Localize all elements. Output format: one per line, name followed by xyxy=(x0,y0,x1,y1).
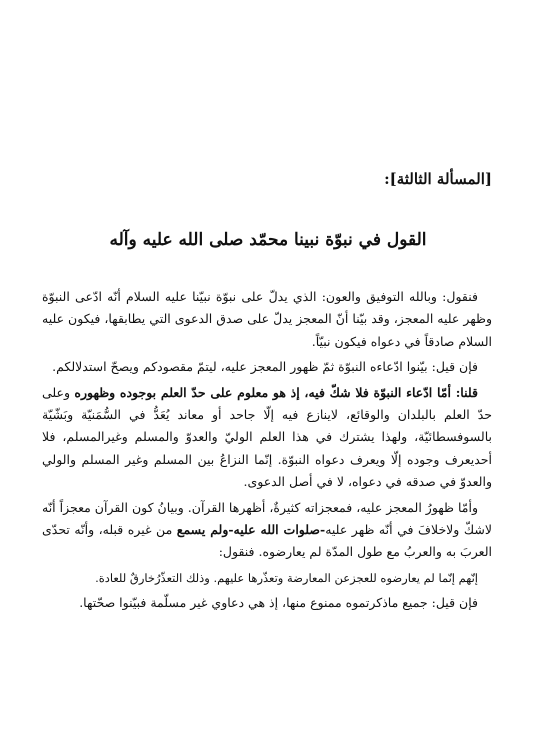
text-segment: فنقول: وبالله التوفيق والعون: الذي يدلّ على نبوّة نبيّنا عليه السلام أنّه ادّعى النبوّة وظهر عليه المعجز، وقد بيّنا أنّ المعجز يدلّ على صدق الدعوى التي يطابقها، فيكون عليه السلام صادقاً في دعواه فيكون نبيّاً. xyxy=(42,289,492,349)
body-text xyxy=(42,286,492,615)
paragraph xyxy=(42,567,492,589)
text-segment: فإن قيل: جميع ماذكرتموه ممنوع منها، إذ هي دعاوي غير مسلّمة فبيّنوا صحّتها. xyxy=(79,595,478,611)
paragraph xyxy=(42,382,492,494)
text-segment: فإن قيل: بيّنوا ادّعاءه النبوّة ثمّ ظهور المعجز عليه، ليتمّ مقصودكم ويصحّ استدلالكم. xyxy=(52,359,478,375)
paragraph xyxy=(42,286,492,353)
section-heading: [المسألة الثالثة]: xyxy=(384,170,492,188)
text-segment: وعلى حدّ العلم بالبلدان والوقائع، لاينازع فيه إلّا جاحد أو معاند يُعَدُّ في السُّمَنيّة وبَشّيّة بالسوفسطائيّة، ولهذا يشترك في هذا العلم الوليّ والعدوّ والمسلم وغيرالمسلم، فلا أحديعرف وجوده إلّا ويعرف دعواه النبوّة. إنّما النزاعُ بين المسلم وغير المسلم والولي والعدوّ في صدقه في دعواه، لا في أصل الدعوى. xyxy=(42,384,492,490)
chapter-title: القول في نبوّة نبينا محمّد صلى الله عليه وآله xyxy=(109,230,427,250)
paragraph xyxy=(42,497,492,564)
bold-text-segment: قلنا: أمّا ادّعاء النبوّة فلا شكّ فيه، إذ هو معلوم على حدّ العلم بوجوده وظهوره xyxy=(74,384,478,400)
paragraph xyxy=(42,592,492,614)
text-segment: إنّهم إنّما لم يعارضوه للعجزعن المعارضة وتعذّرها عليهم. وذلك التعذّرُخارقٌ للعادة. xyxy=(95,570,478,585)
text-segment: وأمّا ظهورُ المعجز عليه، فمعجزاته كثيرةٌ، أظهرها القرآن. وبيانُ كون القرآن معجزاً أنّه لاشكّ ولاخلافَ في أنّه ظهر عليه xyxy=(42,499,492,538)
text-segment: من غيره قبله، وأنّه تحدّى العربَ به والعربُ مع طول المدّة لم يعارضوه. فنقول: xyxy=(42,522,492,560)
bold-text-segment: -صلوات الله عليه-ولم يسمع xyxy=(176,522,326,538)
paragraph xyxy=(42,356,492,378)
